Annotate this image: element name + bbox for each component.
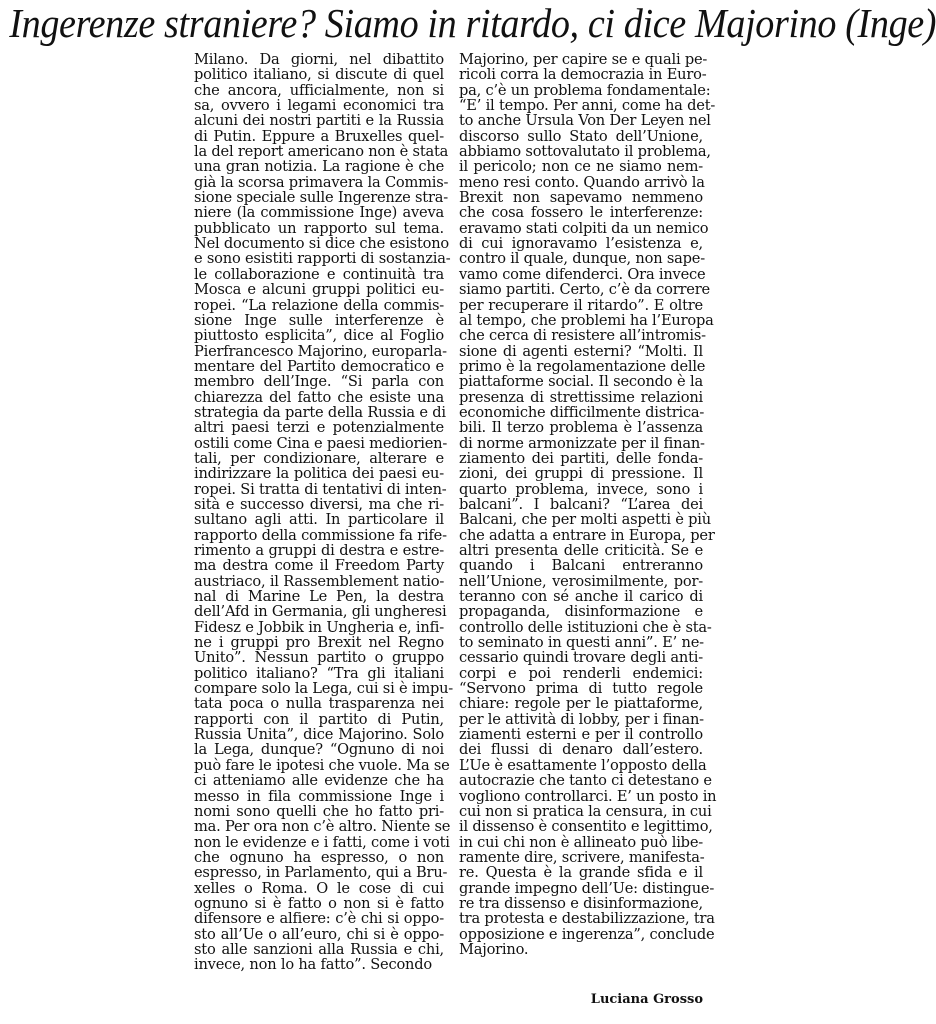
- text-line: chiarezza del fatto che esiste una: [194, 388, 444, 406]
- text-line: Russia Unita”, dice Majorino. Solo: [194, 726, 444, 744]
- text-line: sione speciale sulle Ingerenze stra-: [194, 189, 448, 207]
- text-line: ma. Per ora non c’è altro. Niente se: [194, 818, 451, 836]
- text-line: altri paesi terzi e potenzialmente: [194, 419, 444, 437]
- text-line: Majorino.: [459, 940, 529, 958]
- text-line: ma destra come il Freedom Party: [194, 557, 444, 575]
- text-line: dell’Afd in Germania, gli ungheresi: [194, 603, 447, 621]
- text-line: ci atteniamo alle evidenze che ha: [194, 772, 444, 790]
- text-line: siamo partiti. Certo, c’è da correre: [459, 281, 710, 299]
- text-line: pa, c’è un problema fondamentale:: [459, 81, 711, 99]
- text-line: mentare del Partito democratico e: [194, 357, 444, 375]
- text-line: dei flussi di denaro dall’estero.: [459, 741, 703, 759]
- text-line: sità e successo diversi, ma che ri-: [194, 495, 444, 513]
- text-line: nal di Marine Le Pen, la destra: [194, 588, 444, 606]
- text-line: la del report americano non è stata: [194, 143, 449, 161]
- text-line: vogliono controllarci. E’ un posto in: [459, 787, 717, 805]
- text-line: di cui ignoravamo l’esistenza e,: [459, 235, 703, 253]
- text-line: di norme armonizzate per il finan-: [459, 434, 705, 452]
- text-line: ognuno si è fatto o non si è fatto: [194, 894, 444, 912]
- text-line: “E’ il tempo. Per anni, come ha det-: [459, 97, 716, 115]
- text-line: già la scorsa primavera la Commis-: [194, 173, 449, 191]
- text-line: sto alle sanzioni alla Russia e chi,: [194, 940, 444, 958]
- text-line: controllo delle istituzioni che è sta-: [459, 618, 712, 636]
- text-line: di Putin. Eppure a Bruxelles quel-: [194, 127, 444, 145]
- text-line: che adatta a entrare in Europa, per: [459, 526, 715, 544]
- text-line: cessario quindi trovare degli anti-: [459, 649, 703, 667]
- text-line: “Servono prima di tutto regole: [459, 680, 703, 698]
- text-line: to seminato in questi anni”. E’ ne-: [459, 634, 704, 652]
- text-line: to anche Ursula Von Der Leyen nel: [459, 112, 711, 130]
- text-line: balcani”. I balcani? “L’area dei: [459, 495, 703, 513]
- text-line: sultano agli atti. In particolare il: [194, 511, 444, 529]
- text-line: contro il quale, dunque, non sape-: [459, 250, 705, 268]
- text-line: ropei. Si tratta di tentativi di inten-: [194, 480, 447, 498]
- text-line: piuttosto esplicita”, dice al Foglio: [194, 327, 444, 345]
- text-line: niere (la commissione Inge) aveva: [194, 204, 444, 222]
- text-line: compare solo la Lega, cui si è impu-: [194, 680, 454, 698]
- text-line: membro dell’Inge. “Si parla con: [194, 373, 444, 391]
- text-line: vamo come difenderci. Ora invece: [459, 265, 706, 283]
- text-line: in cui chi non è allineato può libe-: [459, 833, 703, 851]
- text-line: una gran notizia. La ragione è che: [194, 158, 444, 176]
- text-line: Brexit non sapevamo nemmeno: [459, 189, 703, 207]
- text-line: strategia da parte della Russia e di: [194, 403, 446, 421]
- text-line: autocrazie che tanto ci detestano e: [459, 772, 712, 790]
- text-line: Milano. Da giorni, nel dibattito: [194, 51, 444, 68]
- text-line: Balcani, che per molti aspetti è più: [459, 511, 711, 529]
- text-line: che cosa fossero le interferenze:: [459, 204, 703, 222]
- text-line: rapporto della commissione fa rife-: [194, 526, 447, 544]
- text-line: grande impegno dell’Ue: distingue-: [459, 879, 715, 897]
- text-line: cui non si pratica la censura, in cui: [459, 802, 712, 820]
- text-line: che ancora, ufficialmente, non si: [194, 81, 444, 99]
- text-line: zioni, dei gruppi di pressione. Il: [459, 465, 703, 483]
- text-line: può fare le ipotesi che vuole. Ma se: [194, 756, 450, 774]
- text-line: economiche difficilmente districa-: [459, 403, 705, 421]
- text-line: re. Questa è la grande sfida e il: [459, 864, 703, 882]
- text-line: pubblicato un rapporto sul tema.: [194, 219, 444, 237]
- text-line: L’Ue è esattamente l’opposto della: [459, 756, 707, 774]
- text-line: quando i Balcani entreranno: [459, 557, 703, 575]
- text-line: e sono esistiti rapporti di sostanzia-: [194, 250, 451, 268]
- text-line: il pericolo; non ce ne siamo nem-: [459, 158, 703, 176]
- text-line: che ognuno ha espresso, o non: [194, 848, 444, 866]
- text-line: messo in fila commissione Inge i: [194, 787, 444, 805]
- text-line: Fidesz e Jobbik in Ungheria e, infi-: [194, 618, 444, 636]
- article-headline: Ingerenze straniere? Siamo in ritardo, ci dice Majorino (Inge): [9, 0, 936, 46]
- text-line: xelles o Roma. O le cose di cui: [194, 879, 444, 897]
- author-byline: Luciana Grosso: [590, 992, 703, 1007]
- text-line: presenza di strettissime relazioni: [459, 388, 703, 406]
- text-line: indirizzare la politica dei paesi eu-: [194, 465, 444, 483]
- text-line: abbiamo sottovalutato il problema,: [459, 143, 711, 161]
- text-line: Majorino, per capire se e quali pe-: [459, 51, 708, 68]
- text-line: rapporti con il partito di Putin,: [194, 710, 444, 728]
- text-line: teranno con sé anche il carico di: [459, 588, 703, 606]
- text-line: re tra dissenso e disinformazione,: [459, 894, 703, 912]
- text-line: ropei. “La relazione della commis-: [194, 296, 444, 314]
- text-line: propaganda, disinformazione e: [459, 603, 703, 621]
- text-line: la Lega, dunque? “Ognuno di noi: [194, 741, 444, 759]
- text-line: meno resi conto. Quando arrivò la: [459, 173, 705, 191]
- text-line: ostili come Cina e paesi mediorien-: [194, 434, 448, 452]
- text-line: politico italiano? “Tra gli italiani: [194, 664, 444, 682]
- article-column-right: [459, 51, 717, 958]
- text-line: discorso sullo Stato dell’Unione,: [459, 127, 703, 145]
- text-line: tra protesta e destabilizzazione, tra: [459, 910, 715, 928]
- text-line: rimento a gruppi di destra e estre-: [194, 542, 444, 559]
- text-line: ne i gruppi pro Brexit nel Regno: [194, 634, 444, 652]
- text-line: corpi e poi renderli endemici:: [459, 664, 703, 682]
- text-line: invece, non lo ha fatto”. Secondo: [194, 956, 432, 974]
- text-line: tali, per condizionare, alterare e: [194, 449, 444, 467]
- text-line: ramente dire, scrivere, manifesta-: [459, 848, 705, 866]
- text-line: sa, ovvero i legami economici tra: [194, 97, 444, 115]
- text-line: sione di agenti esterni? “Molti. Il: [459, 342, 703, 360]
- text-line: tata poca o nulla trasparenza nei: [194, 695, 444, 713]
- text-line: non le evidenze e i fatti, come i voti: [194, 833, 450, 851]
- text-line: ziamento dei partiti, delle fonda-: [459, 449, 703, 467]
- text-line: ziamenti esterni e per il controllo: [459, 726, 703, 744]
- article-column-left: [194, 51, 454, 974]
- text-line: Pierfrancesco Majorino, europarla-: [194, 342, 447, 360]
- text-line: primo è la regolamentazione delle: [459, 357, 706, 375]
- text-line: piattaforme social. Il secondo è la: [459, 373, 703, 391]
- text-line: Unito”. Nessun partito o gruppo: [194, 649, 444, 667]
- text-line: Mosca e alcuni gruppi politici eu-: [194, 281, 444, 299]
- text-line: politico italiano, si discute di quel: [194, 66, 444, 84]
- text-line: il dissenso è consentito e legittimo,: [459, 818, 713, 836]
- text-line: difensore e alfiere: c’è chi si oppo-: [194, 910, 444, 928]
- text-line: sto all’Ue o all’euro, chi si è oppo-: [194, 925, 444, 943]
- text-line: ricoli corra la democrazia in Euro-: [459, 66, 707, 84]
- text-line: austriaco, il Rassemblement natio-: [194, 572, 445, 590]
- text-line: opposizione e ingerenza”, conclude: [459, 925, 715, 943]
- text-line: altri presenta delle criticità. Se e: [459, 542, 703, 559]
- text-line: nomi sono quelli che ho fatto pri-: [194, 802, 444, 820]
- text-line: alcuni dei nostri partiti e la Russia: [194, 112, 444, 130]
- text-line: eravamo stati colpiti da un nemico: [459, 219, 709, 237]
- text-line: nell’Unione, verosimilmente, por-: [459, 572, 703, 590]
- text-line: per le attività di lobby, per i finan-: [459, 710, 704, 728]
- text-line: sione Inge sulle interferenze è: [194, 311, 444, 329]
- text-line: le collaborazione e continuità tra: [194, 265, 444, 283]
- text-line: quarto problema, invece, sono i: [459, 480, 703, 498]
- text-line: espresso, in Parlamento, qui a Bru-: [194, 864, 448, 882]
- text-line: al tempo, che problemi ha l’Europa: [459, 311, 714, 329]
- text-line: bili. Il terzo problema è l’assenza: [459, 419, 703, 437]
- text-line: chiare: regole per le piattaforme,: [459, 695, 703, 713]
- text-line: per recuperare il ritardo”. E oltre: [459, 296, 703, 314]
- text-line: Nel documento si dice che esistono: [194, 235, 449, 253]
- text-line: che cerca di resistere all’intromis-: [459, 327, 706, 345]
